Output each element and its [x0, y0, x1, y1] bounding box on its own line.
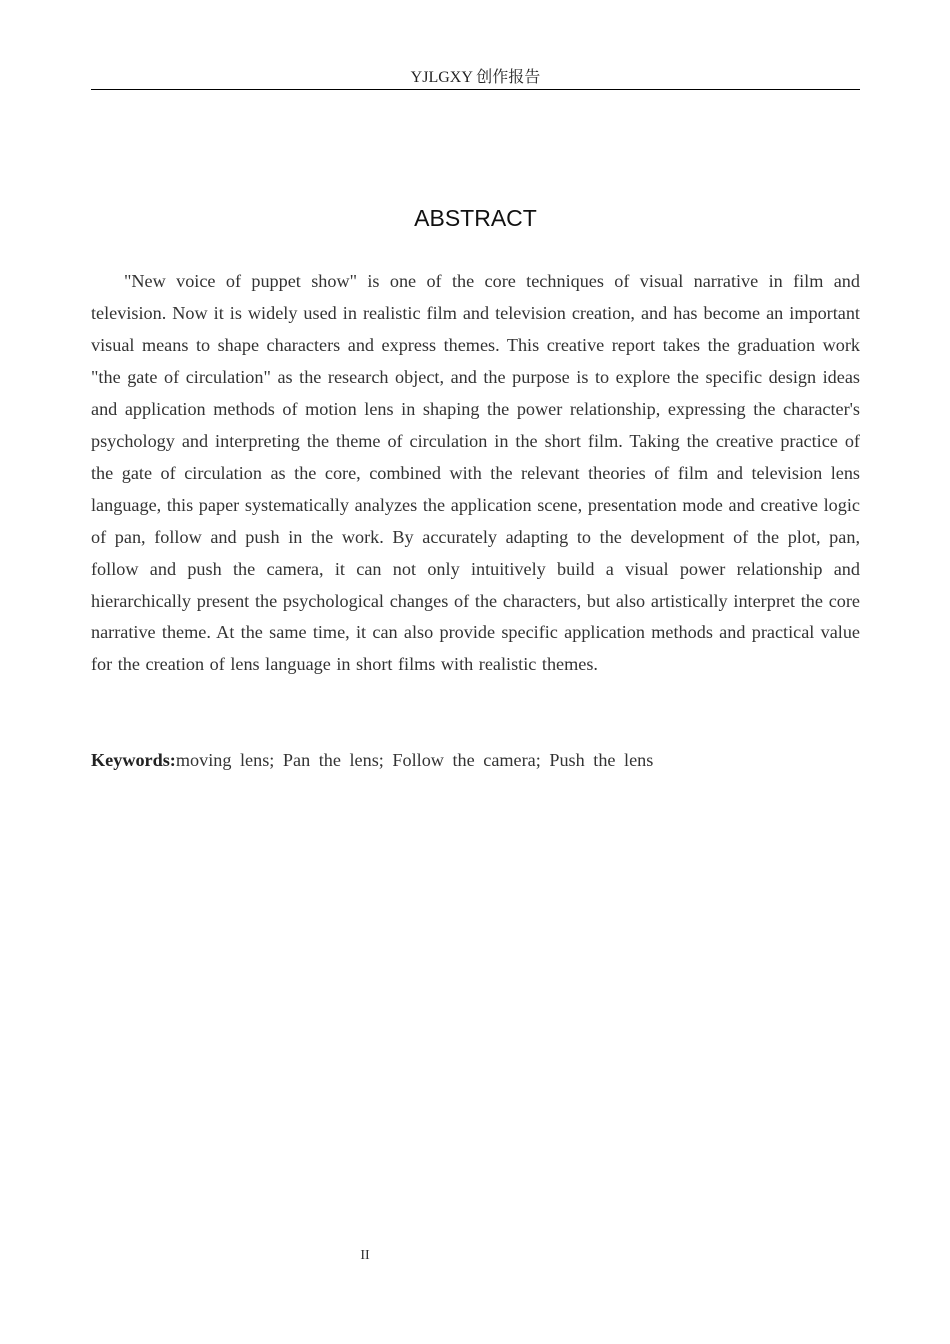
keywords-text: moving lens; Pan the lens; Follow the camera; Push the lens — [175, 750, 654, 770]
page-number: II — [360, 1248, 370, 1263]
keywords-label: Keywords: — [91, 750, 176, 770]
abstract-heading: ABSTRACT — [414, 205, 537, 231]
abstract-paragraph: "New voice of puppet show" is one of the core techniques of visual narrative in film and television. Now it is widely used in realistic film and television creation, and has become an important visual means to shape characters and express themes. This creative report takes the graduation work "the gate of circulation" as the research object, and the purpose is to explore the specific design ideas and application methods of motion lens in shaping the power relationship, expressing the character's psychology and interpreting the theme of circulation in the short film. Taking the creative practice of the gate of circulation as the core, combined with the relevant theories of film and television lens language, this paper systematically analyzes the application scene, presentation mode and creative logic of pan, follow and push in the work. By accurately adapting to the development of the plot, pan, follow and push the camera, it can not only intuitively build a visual power relationship and hierarchically present the psychological changes of the characters, but also artistically interpret the core narrative theme. At the same time, it can also provide specific application methods and practical value for the creation of lens language in short films with realistic themes. — [91, 271, 860, 675]
keywords-line — [91, 745, 860, 777]
page-header: YJLGXY 创作报告 — [410, 69, 541, 86]
header-divider — [91, 89, 860, 90]
